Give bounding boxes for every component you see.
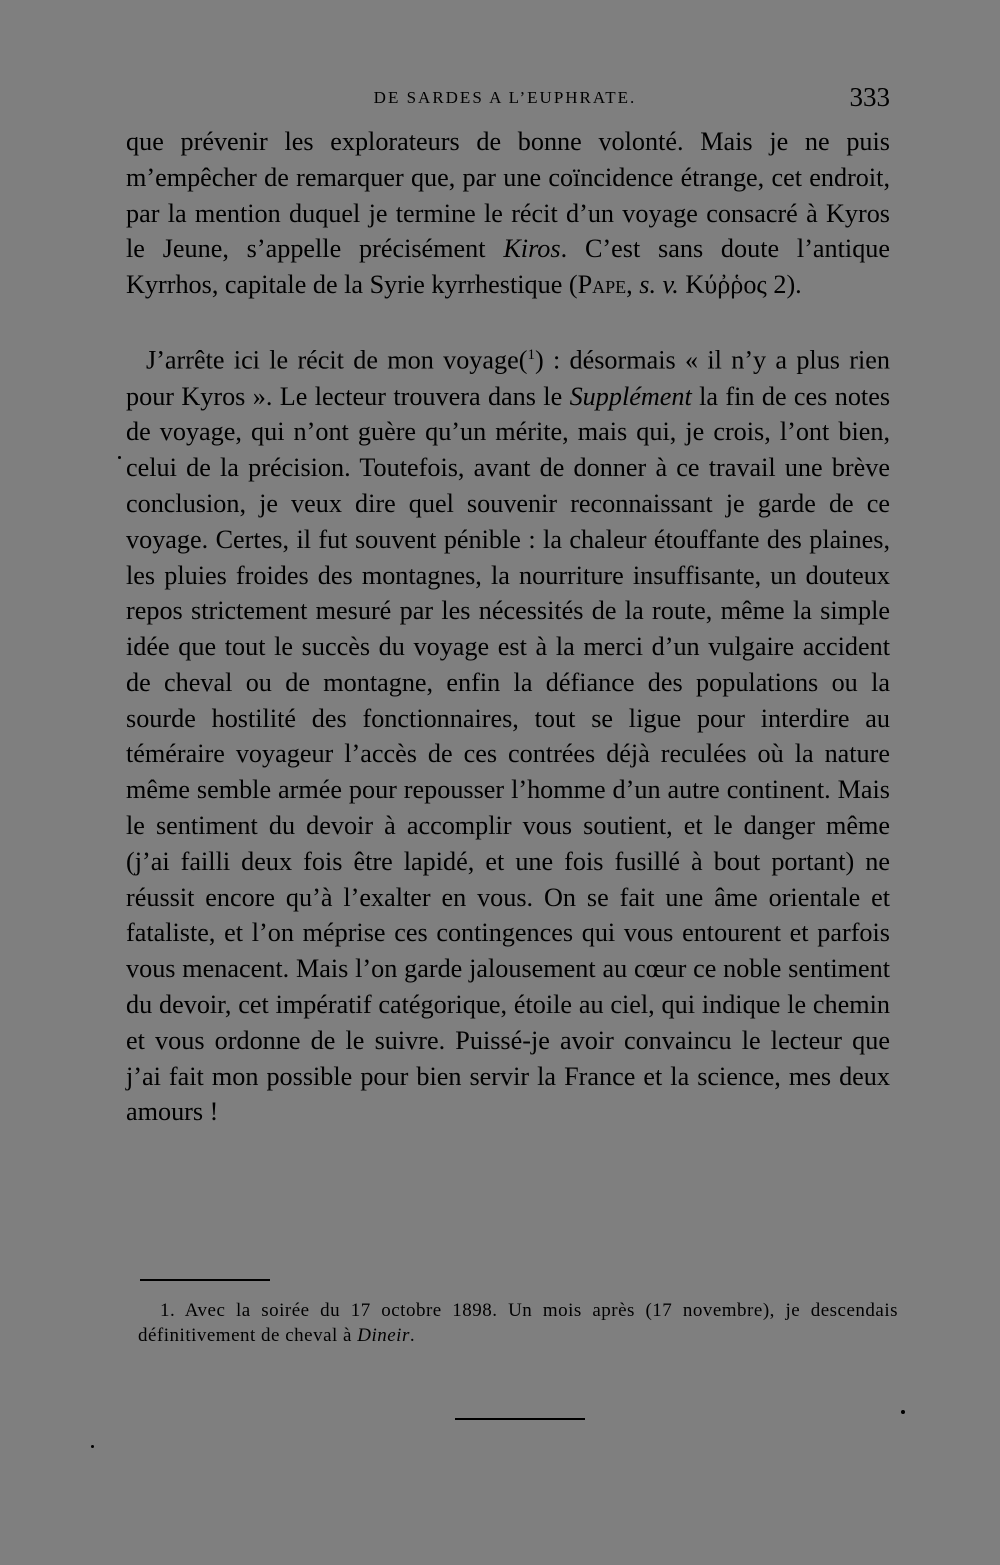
- footnote-separator: [140, 1279, 270, 1281]
- place-name-kiros: Kiros: [503, 234, 561, 264]
- body-text: [126, 124, 890, 1130]
- paragraph-text: ) : désormais « il n’y a plus rien pour Kyros ». Le lecteur trouvera dans le: [126, 345, 890, 411]
- reference-author: Pape: [577, 270, 627, 300]
- footnote-marker: 1: [527, 346, 535, 363]
- paragraph-kiros: [126, 124, 890, 303]
- reference-sub-verbo: s. v.: [639, 270, 679, 300]
- footnote-end: .: [409, 1325, 416, 1346]
- paragraph-text: ,: [626, 270, 640, 300]
- paragraph-text: J’arrête ici le récit de mon voyage(: [146, 345, 528, 375]
- print-speck: [91, 1445, 94, 1448]
- paragraph-text: que prévenir les explorateurs de bonne volonté. Mais je ne puis m’empêcher de remarquer que, par une coïncidence étrange, cet endroit, par la mention duquel je termine le récit d’un voyage consacré à Kyros le Jeune, s’appelle précisément: [126, 127, 890, 264]
- paragraph-text: . C’est sans doute l’antique Kyrrhos, capitale de la Syrie kyrrhestique (: [126, 234, 890, 300]
- page-number: 333: [849, 82, 890, 112]
- paragraph-conclusion: [126, 338, 890, 1130]
- running-head: [120, 82, 890, 116]
- paragraph-text: la fin de ces notes de voyage, qui n’ont guère qu’un mérite, mais qui, je crois, l’ont bien, celui de la précision. Toutefois, avant de donner à ce travail une brève conclusion, je veux dire quel souvenir reconnaissant je garde de ce voyage. Certes, il fut souvent pénible : la chaleur étouffante des plaines, les pluies froides des montagnes, la nourriture insuffisante, un douteux repos strictement mesuré par les nécessités de la route, même la simple idée que tout le succès du voyage est à la merci d’un vulgaire accident de cheval ou de montagne, enfin la défiance des populations ou la sourde hostilité des fonctionnaires, tout se ligue pour interdire au téméraire voyageur l’accès de ces contrées déjà reculées où la nature même semble armée pour repousser l’homme d’un autre continent. Mais le sentiment du devoir à accomplir vous soutient, et le danger même (j’ai failli deux fois être lapidé, et une fois fusillé à bout portant) ne réussit encore qu’à l’exalter en vous. On se fait une âme orientale et fataliste, et l’on méprise ces contingences qui vous entourent et parfois vous menacent. Mais l’on garde jalousement au cœur ce noble sentiment du devoir, cet impératif catégorique, étoile au ciel, qui indique le chemin et vous ordonne de le suivre. Puissé-je avoir convaincu le lecteur que j’ai fait mon possible pour bien servir la France et la science, mes deux amours !: [126, 381, 891, 1127]
- running-title: DE SARDES A L’EUPHRATE.: [373, 88, 637, 107]
- footnote: [138, 1298, 898, 1348]
- footnote-number: 1.: [160, 1300, 176, 1321]
- print-speck: [118, 456, 121, 459]
- print-speck: [901, 1410, 905, 1414]
- paragraph-text: Κύῤῥος 2).: [678, 270, 802, 300]
- end-rule: [455, 1418, 585, 1420]
- footnote-place: Dineir: [357, 1325, 410, 1346]
- footnote-text: Avec la soirée du 17 octobre 1898. Un mois après (17 novembre), je descendais définitivement de cheval à: [138, 1300, 898, 1346]
- supplement-title: Supplément: [569, 381, 692, 411]
